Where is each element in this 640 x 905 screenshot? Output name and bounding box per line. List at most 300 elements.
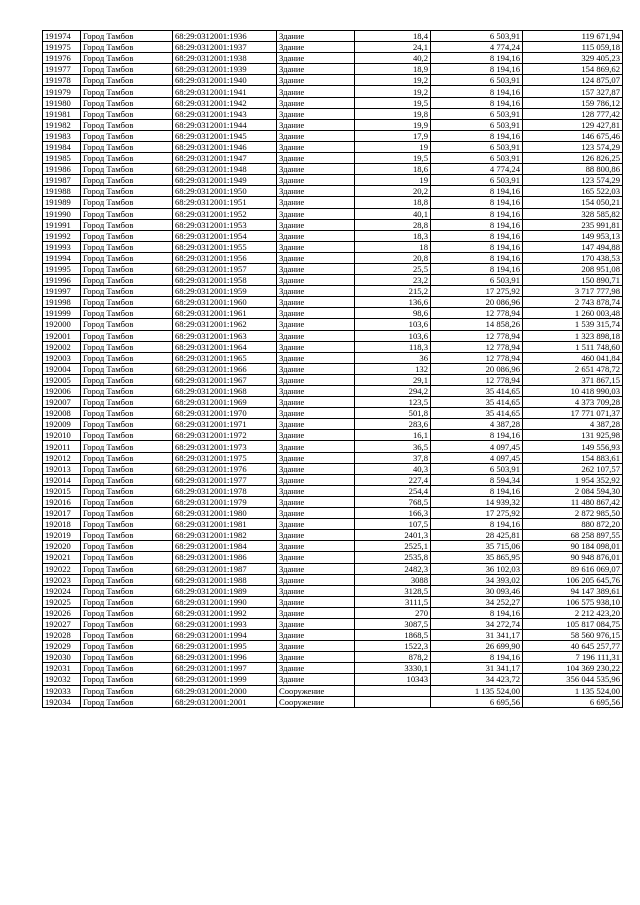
locality-cell: Город Тамбов [81,141,173,152]
cadastral-number-cell: 68:29:0312001:1940 [173,75,277,86]
row-number-cell: 191997 [43,286,81,297]
specific-value-cell: 8 594,34 [431,474,523,485]
cadastral-value-cell: 17 771 071,37 [523,408,623,419]
cadastral-value-table [42,30,623,708]
cadastral-value-cell: 2 651 478,72 [523,363,623,374]
cadastral-value-cell: 40 645 257,77 [523,641,623,652]
locality-cell: Город Тамбов [81,408,173,419]
row-number-cell: 191982 [43,119,81,130]
cadastral-value-cell: 262 107,57 [523,463,623,474]
cadastral-value-cell: 1 954 352,92 [523,474,623,485]
cadastral-value-cell: 10 418 990,03 [523,386,623,397]
table-row [43,618,623,629]
cadastral-number-cell: 68:29:0312001:1936 [173,31,277,42]
table-row [43,386,623,397]
area-cell: 19,8 [355,108,431,119]
cadastral-number-cell: 68:29:0312001:1966 [173,363,277,374]
cadastral-number-cell: 68:29:0312001:1947 [173,153,277,164]
area-cell: 501,8 [355,408,431,419]
row-number-cell: 192023 [43,574,81,585]
locality-cell: Город Тамбов [81,474,173,485]
row-number-cell: 191989 [43,197,81,208]
specific-value-cell: 6 695,56 [431,696,523,707]
table-row [43,230,623,241]
object-type-cell: Здание [277,208,355,219]
table-row [43,674,623,685]
area-cell: 18,9 [355,64,431,75]
object-type-cell: Здание [277,674,355,685]
row-number-cell: 192007 [43,397,81,408]
table-row [43,108,623,119]
locality-cell: Город Тамбов [81,463,173,474]
locality-cell: Город Тамбов [81,31,173,42]
table-row [43,596,623,607]
specific-value-cell: 8 194,16 [431,53,523,64]
cadastral-value-cell: 123 574,29 [523,175,623,186]
row-number-cell: 192021 [43,552,81,563]
cadastral-value-cell: 150 890,71 [523,275,623,286]
specific-value-cell: 8 194,16 [431,64,523,75]
cadastral-value-cell: 165 522,03 [523,186,623,197]
cadastral-value-cell: 154 869,62 [523,64,623,75]
area-cell: 28,8 [355,219,431,230]
specific-value-cell: 35 414,65 [431,397,523,408]
specific-value-cell: 17 275,92 [431,508,523,519]
object-type-cell: Здание [277,175,355,186]
locality-cell: Город Тамбов [81,541,173,552]
object-type-cell: Здание [277,474,355,485]
specific-value-cell: 4 097,45 [431,441,523,452]
specific-value-cell: 31 341,17 [431,630,523,641]
cadastral-value-cell: 1 511 748,60 [523,341,623,352]
cadastral-number-cell: 68:29:0312001:1984 [173,541,277,552]
table-row [43,696,623,707]
area-cell: 18,6 [355,164,431,175]
row-number-cell: 192010 [43,430,81,441]
locality-cell: Город Тамбов [81,563,173,574]
area-cell: 136,6 [355,297,431,308]
cadastral-number-cell: 68:29:0312001:1971 [173,419,277,430]
object-type-cell: Здание [277,308,355,319]
area-cell: 254,4 [355,485,431,496]
specific-value-cell: 36 102,03 [431,563,523,574]
table-row [43,363,623,374]
cadastral-value-cell: 235 991,81 [523,219,623,230]
cadastral-number-cell: 68:29:0312001:1999 [173,674,277,685]
object-type-cell: Здание [277,363,355,374]
object-type-cell: Здание [277,452,355,463]
locality-cell: Город Тамбов [81,508,173,519]
cadastral-value-cell: 371 867,15 [523,374,623,385]
area-cell: 19,9 [355,119,431,130]
cadastral-value-cell: 2 084 594,30 [523,485,623,496]
table-row [43,441,623,452]
cadastral-number-cell: 68:29:0312001:1987 [173,563,277,574]
row-number-cell: 192003 [43,352,81,363]
table-row [43,197,623,208]
table-row [43,630,623,641]
table-row [43,53,623,64]
cadastral-value-cell: 4 373 709,28 [523,397,623,408]
specific-value-cell: 4 774,24 [431,42,523,53]
object-type-cell: Здание [277,463,355,474]
cadastral-value-cell: 2 212 423,20 [523,607,623,618]
cadastral-number-cell: 68:29:0312001:1949 [173,175,277,186]
cadastral-value-cell: 1 260 003,48 [523,308,623,319]
cadastral-number-cell: 68:29:0312001:1978 [173,485,277,496]
area-cell: 2482,3 [355,563,431,574]
area-cell: 3111,5 [355,596,431,607]
cadastral-value-cell: 154 883,61 [523,452,623,463]
object-type-cell: Здание [277,275,355,286]
table-row [43,641,623,652]
table-row [43,663,623,674]
object-type-cell: Здание [277,31,355,42]
table-row [43,175,623,186]
specific-value-cell: 14 858,26 [431,319,523,330]
row-number-cell: 191977 [43,64,81,75]
area-cell: 24,1 [355,42,431,53]
row-number-cell: 192034 [43,696,81,707]
area-cell: 1522,3 [355,641,431,652]
locality-cell: Город Тамбов [81,97,173,108]
locality-cell: Город Тамбов [81,630,173,641]
table-row [43,319,623,330]
locality-cell: Город Тамбов [81,219,173,230]
area-cell: 3128,5 [355,585,431,596]
locality-cell: Город Тамбов [81,119,173,130]
locality-cell: Город Тамбов [81,86,173,97]
specific-value-cell: 4 097,45 [431,452,523,463]
table-row [43,530,623,541]
locality-cell: Город Тамбов [81,552,173,563]
specific-value-cell: 1 135 524,00 [431,685,523,696]
row-number-cell: 191992 [43,230,81,241]
specific-value-cell: 12 778,94 [431,352,523,363]
cadastral-number-cell: 68:29:0312001:1988 [173,574,277,585]
cadastral-number-cell: 68:29:0312001:1965 [173,352,277,363]
row-number-cell: 192009 [43,419,81,430]
table-row [43,42,623,53]
locality-cell: Город Тамбов [81,652,173,663]
row-number-cell: 192001 [43,330,81,341]
locality-cell: Город Тамбов [81,108,173,119]
specific-value-cell: 8 194,16 [431,208,523,219]
locality-cell: Город Тамбов [81,297,173,308]
row-number-cell: 191995 [43,263,81,274]
cadastral-number-cell: 68:29:0312001:1994 [173,630,277,641]
row-number-cell: 192020 [43,541,81,552]
cadastral-number-cell: 68:29:0312001:1970 [173,408,277,419]
row-number-cell: 191987 [43,175,81,186]
cadastral-number-cell: 68:29:0312001:1997 [173,663,277,674]
row-number-cell: 192005 [43,374,81,385]
locality-cell: Город Тамбов [81,618,173,629]
object-type-cell: Здание [277,552,355,563]
specific-value-cell: 34 393,02 [431,574,523,585]
cadastral-number-cell: 68:29:0312001:1981 [173,519,277,530]
cadastral-number-cell: 68:29:0312001:1982 [173,530,277,541]
row-number-cell: 192017 [43,508,81,519]
cadastral-number-cell: 68:29:0312001:1938 [173,53,277,64]
table-row [43,97,623,108]
locality-cell: Город Тамбов [81,574,173,585]
area-cell: 103,6 [355,330,431,341]
row-number-cell: 191999 [43,308,81,319]
cadastral-value-cell: 131 925,98 [523,430,623,441]
cadastral-value-cell: 4 387,28 [523,419,623,430]
cadastral-number-cell: 68:29:0312001:1961 [173,308,277,319]
cadastral-value-cell: 104 369 230,22 [523,663,623,674]
object-type-cell: Здание [277,230,355,241]
cadastral-value-cell: 1 539 315,74 [523,319,623,330]
specific-value-cell: 8 194,16 [431,97,523,108]
specific-value-cell: 20 086,96 [431,297,523,308]
area-cell: 18,3 [355,230,431,241]
cadastral-value-cell: 328 585,82 [523,208,623,219]
locality-cell: Город Тамбов [81,241,173,252]
object-type-cell: Здание [277,86,355,97]
area-cell: 40,2 [355,53,431,64]
cadastral-number-cell: 68:29:0312001:1960 [173,297,277,308]
row-number-cell: 191980 [43,97,81,108]
row-number-cell: 191986 [43,164,81,175]
table-row [43,408,623,419]
area-cell: 103,6 [355,319,431,330]
cadastral-number-cell: 68:29:0312001:1951 [173,197,277,208]
area-cell: 132 [355,363,431,374]
table-row [43,508,623,519]
locality-cell: Город Тамбов [81,696,173,707]
area-cell: 227,4 [355,474,431,485]
locality-cell: Город Тамбов [81,53,173,64]
area-cell: 19,2 [355,75,431,86]
row-number-cell: 191974 [43,31,81,42]
table-row [43,541,623,552]
row-number-cell: 192025 [43,596,81,607]
cadastral-value-cell: 880 872,20 [523,519,623,530]
cadastral-number-cell: 68:29:0312001:1993 [173,618,277,629]
specific-value-cell: 30 093,46 [431,585,523,596]
cadastral-number-cell: 68:29:0312001:1976 [173,463,277,474]
area-cell: 40,3 [355,463,431,474]
cadastral-value-cell: 154 050,21 [523,197,623,208]
specific-value-cell: 34 272,74 [431,618,523,629]
row-number-cell: 192029 [43,641,81,652]
table-row [43,208,623,219]
locality-cell: Город Тамбов [81,685,173,696]
row-number-cell: 192033 [43,685,81,696]
table-row [43,419,623,430]
object-type-cell: Здание [277,252,355,263]
object-type-cell: Здание [277,585,355,596]
specific-value-cell: 34 423,72 [431,674,523,685]
cadastral-value-cell: 115 059,18 [523,42,623,53]
cadastral-number-cell: 68:29:0312001:1956 [173,252,277,263]
specific-value-cell: 6 503,91 [431,275,523,286]
row-number-cell: 192022 [43,563,81,574]
cadastral-number-cell: 68:29:0312001:1945 [173,130,277,141]
row-number-cell: 192008 [43,408,81,419]
specific-value-cell: 6 503,91 [431,153,523,164]
row-number-cell: 192032 [43,674,81,685]
object-type-cell: Здание [277,508,355,519]
cadastral-number-cell: 68:29:0312001:1939 [173,64,277,75]
cadastral-value-cell: 94 147 389,61 [523,585,623,596]
locality-cell: Город Тамбов [81,363,173,374]
cadastral-number-cell: 68:29:0312001:1957 [173,263,277,274]
locality-cell: Город Тамбов [81,352,173,363]
cadastral-value-cell: 126 826,25 [523,153,623,164]
row-number-cell: 192031 [43,663,81,674]
specific-value-cell: 8 194,16 [431,263,523,274]
locality-cell: Город Тамбов [81,330,173,341]
specific-value-cell: 12 778,94 [431,330,523,341]
cadastral-value-cell: 159 786,12 [523,97,623,108]
locality-cell: Город Тамбов [81,64,173,75]
locality-cell: Город Тамбов [81,308,173,319]
table-row [43,164,623,175]
object-type-cell: Здание [277,630,355,641]
object-type-cell: Здание [277,75,355,86]
object-type-cell: Здание [277,374,355,385]
row-number-cell: 191998 [43,297,81,308]
cadastral-number-cell: 68:29:0312001:2000 [173,685,277,696]
locality-cell: Город Тамбов [81,286,173,297]
cadastral-value-cell: 356 044 535,96 [523,674,623,685]
cadastral-number-cell: 68:29:0312001:1990 [173,596,277,607]
table-row [43,607,623,618]
cadastral-number-cell: 68:29:0312001:1962 [173,319,277,330]
locality-cell: Город Тамбов [81,530,173,541]
table-row [43,341,623,352]
cadastral-number-cell: 68:29:0312001:1977 [173,474,277,485]
area-cell: 19,5 [355,97,431,108]
object-type-cell: Здание [277,219,355,230]
row-number-cell: 191993 [43,241,81,252]
area-cell: 16,1 [355,430,431,441]
table-row [43,308,623,319]
row-number-cell: 192027 [43,618,81,629]
cadastral-number-cell: 68:29:0312001:1943 [173,108,277,119]
locality-cell: Город Тамбов [81,397,173,408]
specific-value-cell: 4 774,24 [431,164,523,175]
cadastral-number-cell: 68:29:0312001:1967 [173,374,277,385]
locality-cell: Город Тамбов [81,519,173,530]
locality-cell: Город Тамбов [81,42,173,53]
row-number-cell: 191976 [43,53,81,64]
cadastral-value-cell: 149 953,13 [523,230,623,241]
row-number-cell: 192004 [43,363,81,374]
area-cell: 17,9 [355,130,431,141]
specific-value-cell: 4 387,28 [431,419,523,430]
object-type-cell: Здание [277,141,355,152]
area-cell: 294,2 [355,386,431,397]
row-number-cell: 192013 [43,463,81,474]
locality-cell: Город Тамбов [81,585,173,596]
object-type-cell: Здание [277,408,355,419]
table-row [43,275,623,286]
cadastral-value-cell: 2 872 985,50 [523,508,623,519]
specific-value-cell: 8 194,16 [431,219,523,230]
object-type-cell: Здание [277,64,355,75]
cadastral-number-cell: 68:29:0312001:1954 [173,230,277,241]
cadastral-number-cell: 68:29:0312001:1975 [173,452,277,463]
object-type-cell: Здание [277,530,355,541]
object-type-cell: Здание [277,596,355,607]
row-number-cell: 192019 [43,530,81,541]
area-cell [355,696,431,707]
cadastral-number-cell: 68:29:0312001:1986 [173,552,277,563]
area-cell: 36 [355,352,431,363]
area-cell: 20,2 [355,186,431,197]
area-cell: 878,2 [355,652,431,663]
specific-value-cell: 8 194,16 [431,86,523,97]
cadastral-number-cell: 68:29:0312001:1996 [173,652,277,663]
locality-cell: Город Тамбов [81,208,173,219]
locality-cell: Город Тамбов [81,230,173,241]
cadastral-number-cell: 68:29:0312001:1937 [173,42,277,53]
cadastral-number-cell: 68:29:0312001:1973 [173,441,277,452]
cadastral-number-cell: 68:29:0312001:1972 [173,430,277,441]
cadastral-value-cell: 89 616 069,07 [523,563,623,574]
table-row [43,463,623,474]
locality-cell: Город Тамбов [81,252,173,263]
specific-value-cell: 8 194,16 [431,230,523,241]
cadastral-number-cell: 68:29:0312001:1992 [173,607,277,618]
cadastral-number-cell: 68:29:0312001:1959 [173,286,277,297]
object-type-cell: Здание [277,197,355,208]
table-body [43,31,623,708]
object-type-cell: Здание [277,618,355,629]
cadastral-value-cell: 208 951,08 [523,263,623,274]
object-type-cell: Здание [277,352,355,363]
specific-value-cell: 14 939,32 [431,496,523,507]
table-row [43,263,623,274]
object-type-cell: Здание [277,652,355,663]
locality-cell: Город Тамбов [81,441,173,452]
row-number-cell: 192026 [43,607,81,618]
cadastral-number-cell: 68:29:0312001:1980 [173,508,277,519]
area-cell: 10343 [355,674,431,685]
row-number-cell: 192030 [43,652,81,663]
locality-cell: Город Тамбов [81,341,173,352]
specific-value-cell: 8 194,16 [431,241,523,252]
area-cell: 3088 [355,574,431,585]
cadastral-value-cell: 7 196 111,31 [523,652,623,663]
locality-cell: Город Тамбов [81,485,173,496]
area-cell: 23,2 [355,275,431,286]
cadastral-value-cell: 128 777,42 [523,108,623,119]
table-row [43,241,623,252]
locality-cell: Город Тамбов [81,596,173,607]
table-row [43,430,623,441]
table-row [43,86,623,97]
cadastral-number-cell: 68:29:0312001:1941 [173,86,277,97]
row-number-cell: 191984 [43,141,81,152]
object-type-cell: Здание [277,186,355,197]
area-cell: 20,8 [355,252,431,263]
row-number-cell: 191988 [43,186,81,197]
row-number-cell: 192011 [43,441,81,452]
table-row [43,130,623,141]
specific-value-cell: 8 194,16 [431,485,523,496]
row-number-cell: 191991 [43,219,81,230]
specific-value-cell: 6 503,91 [431,108,523,119]
cadastral-value-cell: 123 574,29 [523,141,623,152]
cadastral-number-cell: 68:29:0312001:1942 [173,97,277,108]
cadastral-value-cell: 329 405,23 [523,53,623,64]
